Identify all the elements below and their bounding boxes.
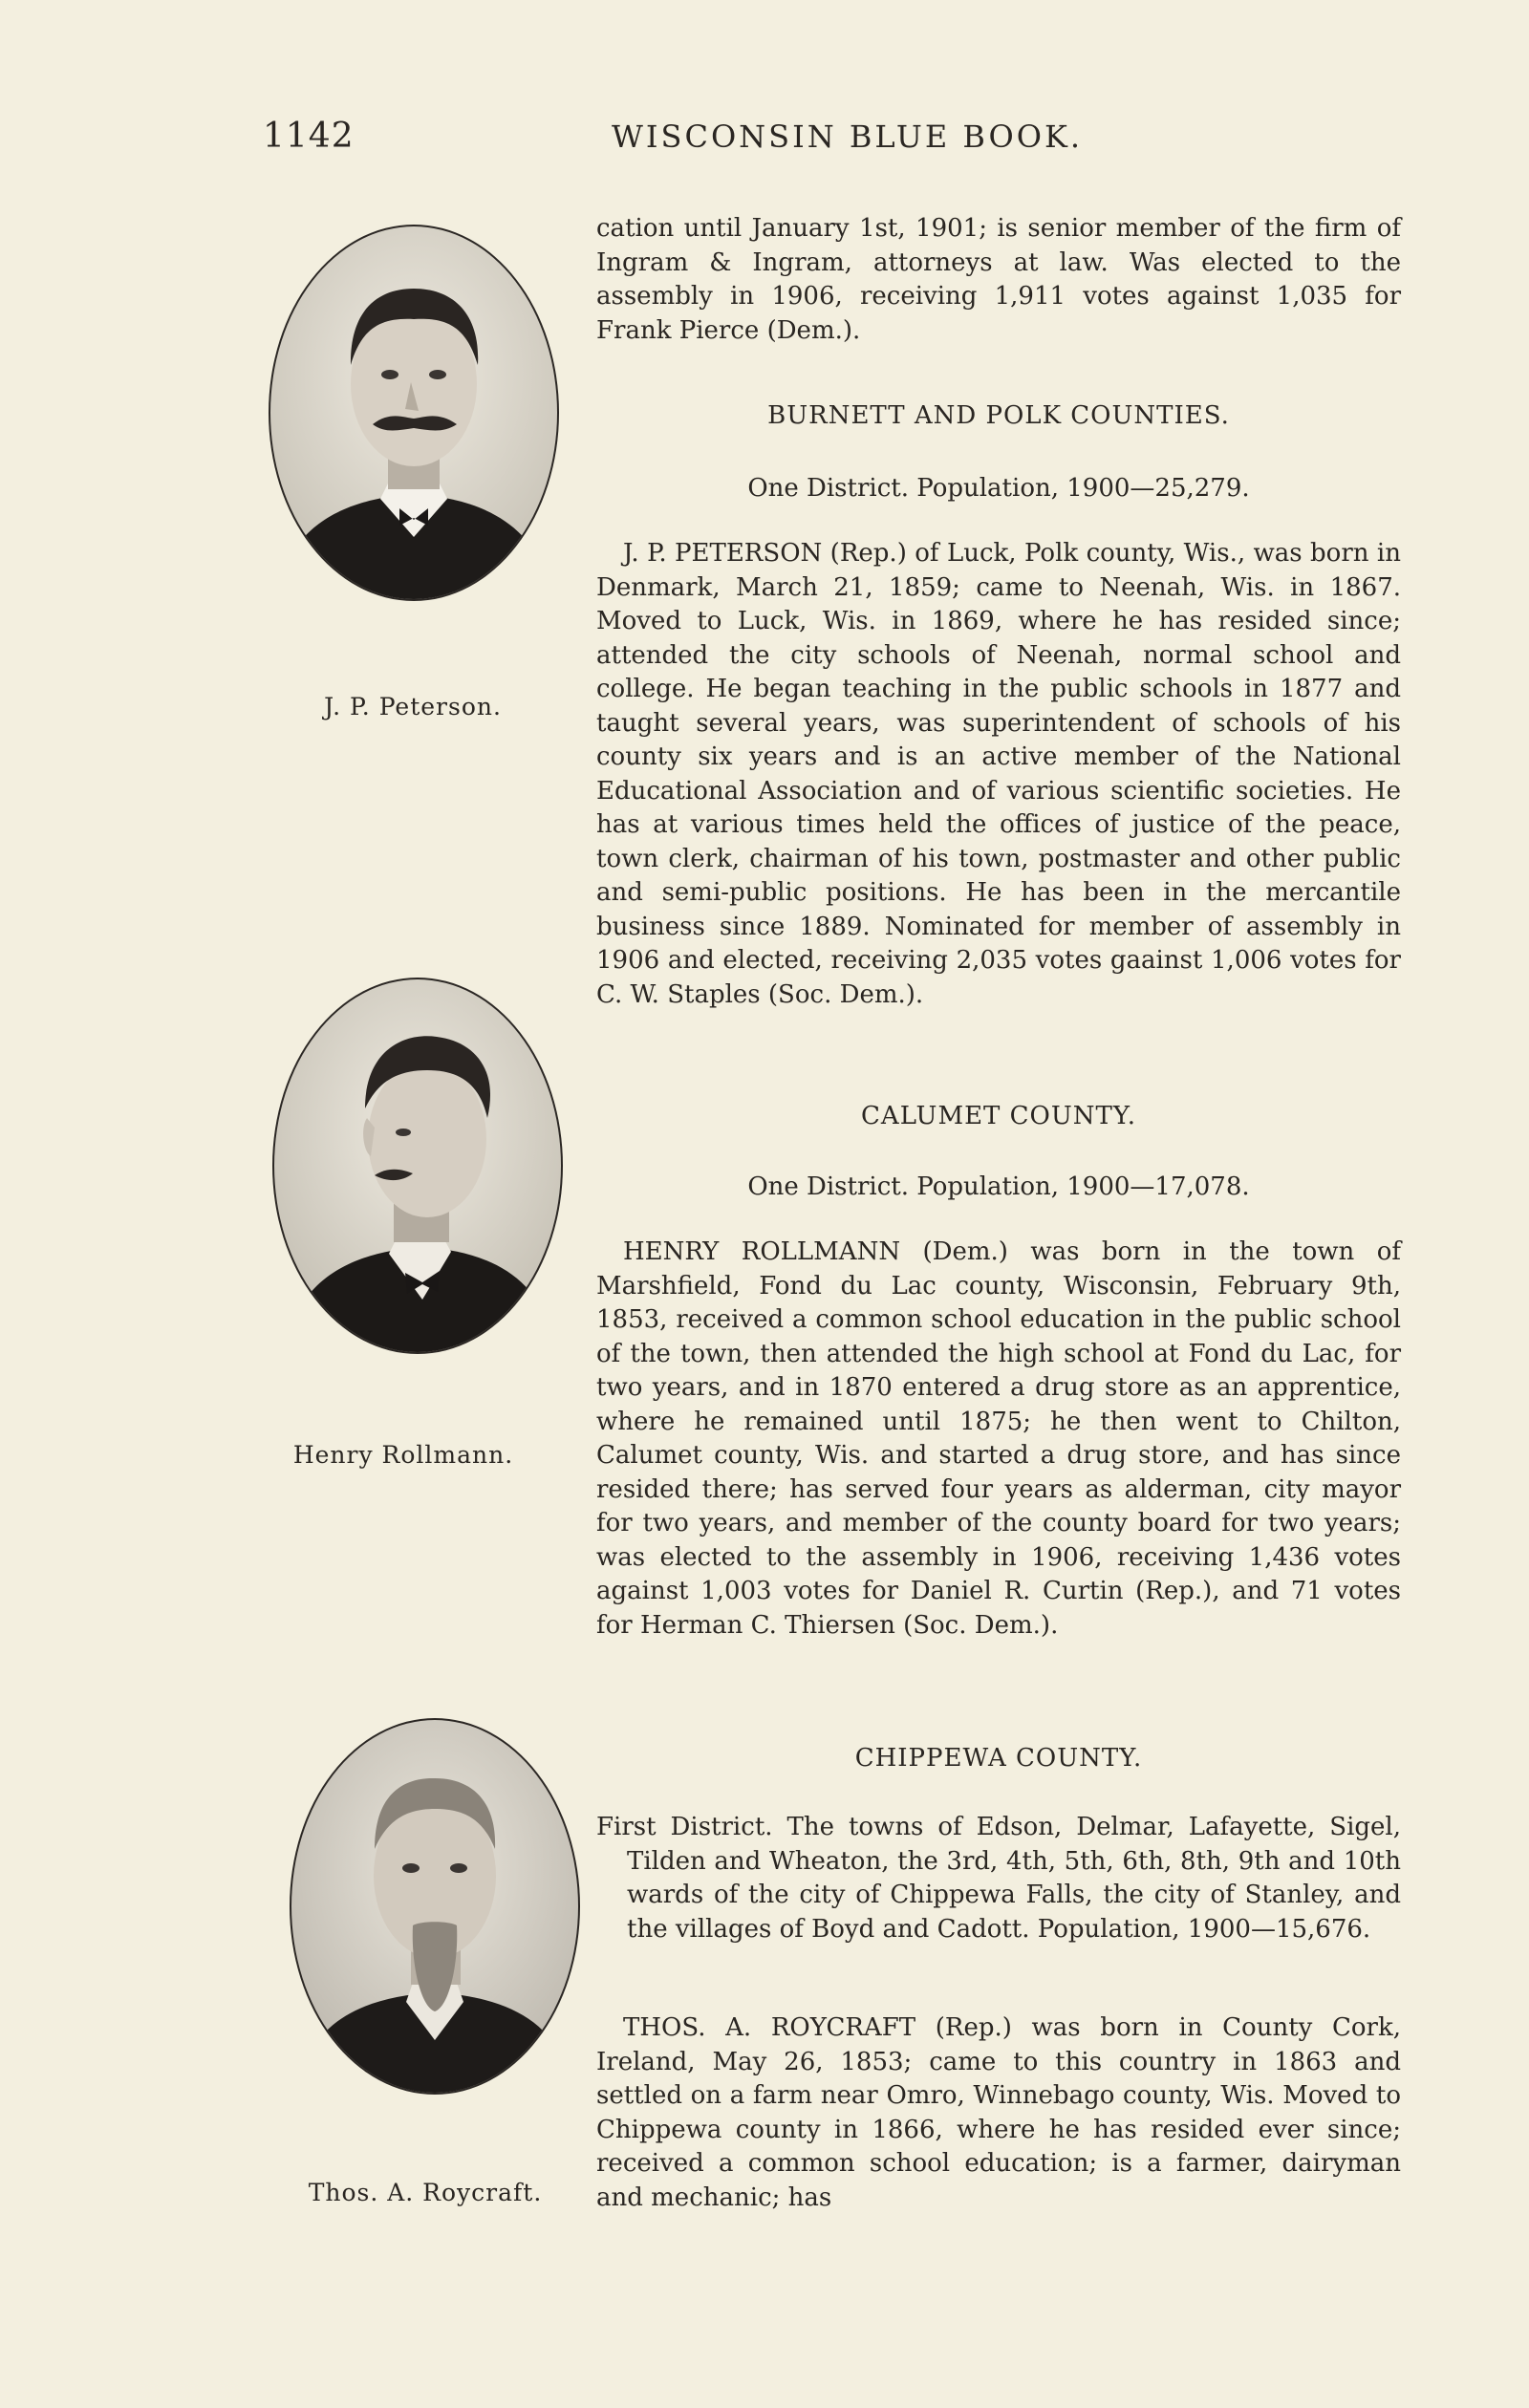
heading-burnett-polk: BURNETT AND POLK COUNTIES.: [767, 401, 1230, 430]
portrait-roycraft-image: [287, 1715, 583, 2097]
bio-roycraft: [596, 2011, 1401, 2215]
intro-paragraph: [596, 212, 1401, 348]
bio-peterson-text: J. P. PETERSON (Rep.) of Luck, Polk county, Wis., was born in Denmark, March 21, 1859; came to Neenah, Wis. in 1867. Moved to Luck, Wis. in 1869, where he has resided since; attended the city schools of Neenah, normal school and college. He began teaching in the public schools in 1877 and taught several years, was superintendent of schools of his county six years and is an active member of the National Educational Association and of various scientific societies. He has at various times held the offices of justice of the peace, town clerk, chairman of his town, postmaster and other public and semi-public positions. He has been in the mercantile business since 1889. Nominated for member of assembly in 1906 and elected, receiving 2,035 votes gaainst 1,006 votes for C. W. Staples (Soc. Dem.).: [596, 539, 1401, 1009]
portrait-rollmann-image: [269, 975, 566, 1357]
heading-chippewa: CHIPPEWA COUNTY.: [854, 1744, 1143, 1773]
district-chippewa-text: First District. The towns of Edson, Delmar, Lafayette, Sigel, Tilden and Wheaton, the 3rd, 4th, 5th, 6th, 8th, 9th and 10th wards of the city of Chippewa Falls, the city of Stanley, and the villages of Boyd and Cadott. Population, 1900—15,676.: [596, 1813, 1401, 1944]
bio-rollmann-text: HENRY ROLLMANN (Dem.) was born in the town of Marshfield, Fond du Lac county, Wisconsin, February 9th, 1853, received a common school education in the public school of the town, then attended the high school at Fond du Lac, for two years, and in 1870 entered a drug store as an apprentice, where he remained until 1875; he then went to Chilton, Calumet county, Wis. and started a drug store, and has since resided there; has served four years as alderman, city mayor for two years, and member of the county board for two years; was elected to the assembly in 1906, receiving 1,436 votes against 1,003 votes for Daniel R. Curtin (Rep.), and 71 votes for Herman C. Thiersen (Soc. Dem.).: [596, 1237, 1401, 1640]
bio-rollmann: [596, 1236, 1401, 1643]
portrait-rollmann: [269, 975, 566, 1357]
bio-roycraft-text: THOS. A. ROYCRAFT (Rep.) was born in County Cork, Ireland, May 26, 1853; came to this country in 1863 and settled on a farm near Omro, Winnebago county, Wis. Moved to Chippewa county in 1866, where he has resided ever since; received a common school education; is a farmer, dairyman and mechanic; has: [596, 2013, 1401, 2212]
caption-rollmann: Henry Rollmann.: [292, 1441, 514, 1469]
intro-text: cation until January 1st, 1901; is senior member of the firm of Ingram & Ingram, attorneys at law. Was elected to the assembly in 1906, receiving 1,911 votes against 1,035 for Frank Pierce (Dem.).: [596, 214, 1401, 345]
bio-peterson: [596, 537, 1401, 1012]
district-burnett-polk: One District. Population, 1900—25,279.: [747, 474, 1250, 503]
portrait-peterson-image: [266, 222, 562, 604]
district-calumet: One District. Population, 1900—17,078.: [747, 1172, 1250, 1201]
portrait-roycraft: [287, 1715, 583, 2097]
running-head: WISCONSIN BLUE BOOK.: [612, 118, 1084, 155]
caption-peterson: J. P. Peterson.: [324, 693, 502, 720]
portrait-peterson: [266, 222, 562, 604]
district-chippewa: [596, 1811, 1401, 1946]
heading-calumet: CALUMET COUNTY.: [861, 1102, 1136, 1130]
page-number: 1142: [263, 117, 355, 156]
caption-roycraft: Thos. A. Roycraft.: [308, 2179, 543, 2206]
